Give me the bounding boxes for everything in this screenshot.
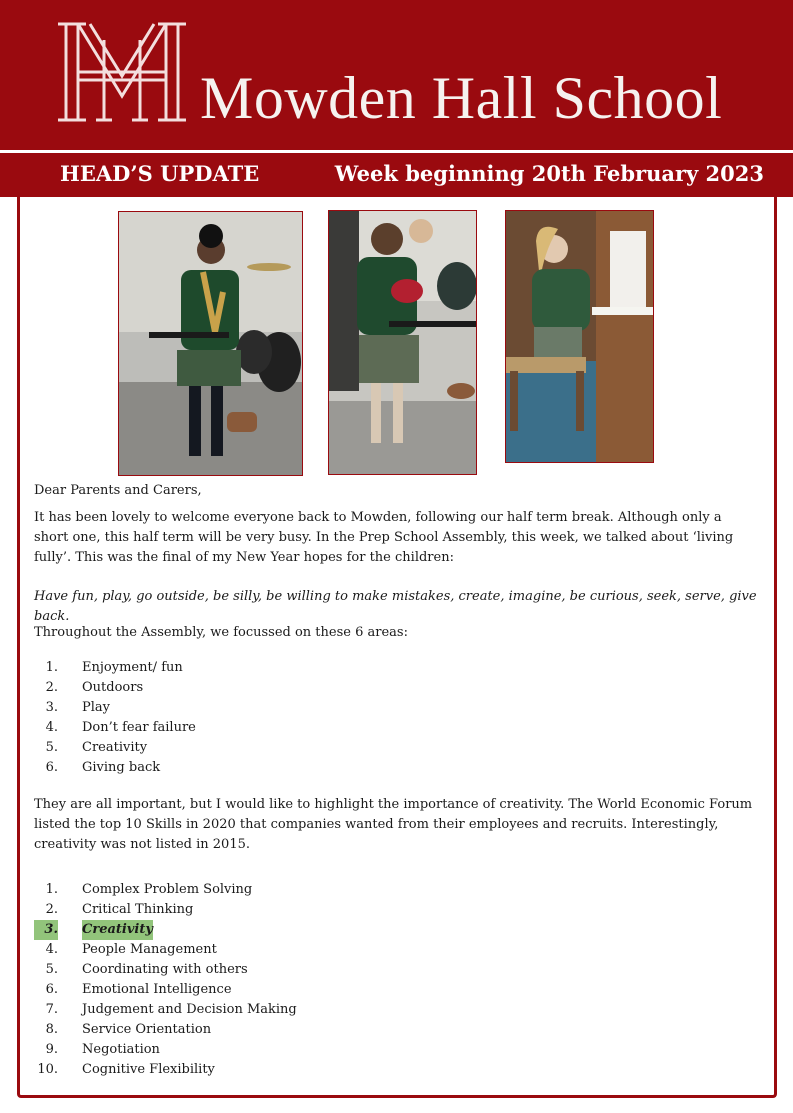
- pupil-playing-piano-photo: [505, 210, 654, 463]
- list-item: 6. Emotional Intelligence: [45, 982, 232, 997]
- areas-intro: Throughout the Assembly, we focussed on these 6 areas:: [34, 625, 408, 640]
- list-item: 7. Judgement and Decision Making: [45, 1002, 297, 1017]
- header-banner: [0, 0, 793, 150]
- list-item: 2. Outdoors: [45, 680, 144, 695]
- new-year-hopes-quote: Have fun, play, go outside, be silly, be willing to make mistakes, create, imagine, be curious, seek, serve, give back.: [34, 589, 757, 624]
- list-item: 3. Play: [45, 700, 110, 715]
- letter-paragraph-intro: It has been lovely to welcome everyone back to Mowden, following our half term break. Although only a short one, this half term will be very busy. In the Prep School Assembly, this week, we talked about ‘living fully’. This was the final of my New Year hopes for the children:: [34, 510, 734, 565]
- newsletter-title: HEAD’S UPDATE: [60, 161, 260, 186]
- list-item: 8. Service Orientation: [45, 1022, 212, 1037]
- title-bar: [0, 153, 793, 197]
- list-item: 1. Enjoyment/ fun: [45, 660, 183, 675]
- school-crest-logo: [56, 12, 188, 132]
- highlighted-list-item: 3. Creativity: [34, 920, 58, 940]
- list-item: 9. Negotiation: [45, 1042, 160, 1057]
- creativity-paragraph: They are all important, but I would like to highlight the importance of creativity. The World Economic Forum listed the top 10 Skills in 2020 that companies wanted from their employees and recruits. Interestingly, creativity was not listed in 2015.: [34, 797, 753, 852]
- pupil-playing-bagpipes-photo: [328, 210, 477, 475]
- list-item: 4. People Management: [45, 942, 217, 957]
- week-label: Week beginning 20th February 2023: [334, 161, 764, 186]
- list-item: 1. Complex Problem Solving: [45, 882, 253, 897]
- list-item: 5. Creativity: [45, 740, 148, 755]
- list-item: 6. Giving back: [45, 760, 161, 775]
- top-skills-list: [34, 880, 297, 1080]
- letter-greeting: Dear Parents and Carers,: [34, 483, 202, 498]
- list-item: 5. Coordinating with others: [45, 962, 248, 977]
- list-item: 10. Cognitive Flexibility: [37, 1062, 215, 1077]
- school-name: Mowden Hall School: [200, 65, 723, 131]
- focus-areas-list: [34, 658, 196, 778]
- list-item: 2. Critical Thinking: [45, 902, 194, 917]
- pupil-playing-saxophone-photo: [118, 211, 303, 476]
- list-item: 4. Don’t fear failure: [45, 720, 196, 735]
